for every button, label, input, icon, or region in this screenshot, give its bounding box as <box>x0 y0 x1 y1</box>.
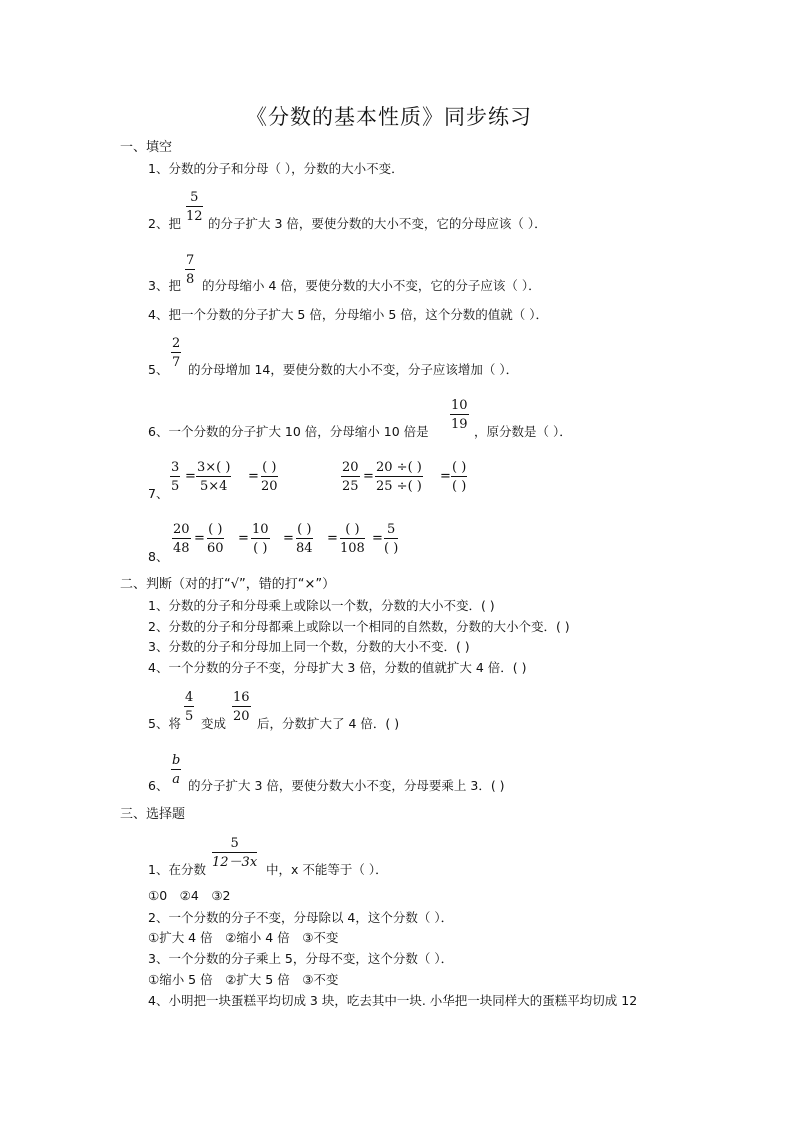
equals-sign: = <box>440 469 451 484</box>
fraction-numerator: ( ) <box>340 523 365 539</box>
choice-question-3: 3、一个分数的分子乘上 5，分母不变，这个分数（ ）． <box>148 951 454 966</box>
fraction-denominator: 12－3x <box>212 855 258 870</box>
page-title: 《分数的基本性质》同步练习 <box>246 105 532 129</box>
fraction-numerator: 5 <box>384 523 398 539</box>
fraction-numerator: ( ) <box>297 522 312 537</box>
fraction-numerator: 3 <box>171 460 180 475</box>
judge-question-5-text: 后，分数扩大了 4 倍．( ) <box>257 716 400 731</box>
judge-question-4: 4、一个分数的分子不变，分母扩大 3 倍，分数的值就扩大 4 倍．( ) <box>148 660 527 675</box>
fraction-denominator: 84 <box>296 541 313 556</box>
fraction-numerator: ( ) <box>262 460 277 475</box>
equation-fraction <box>341 461 360 493</box>
fraction-b-a <box>171 754 181 786</box>
fraction-numerator: b <box>172 753 181 768</box>
fraction-numerator: ( ) <box>452 460 467 475</box>
fraction-denominator: 5 <box>185 709 194 724</box>
fraction-5-12 <box>186 191 203 223</box>
equation-fraction <box>375 461 423 493</box>
fraction-numerator: 2 <box>172 336 181 351</box>
fraction-denominator: ( ) <box>384 541 399 556</box>
fraction-numerator: 3×( ) <box>197 460 231 475</box>
judge-question-5-mid: 变成 <box>201 716 227 731</box>
fraction-numerator: 20 <box>173 522 190 537</box>
choice-question-1-text: 中，x 不能等于（ ）． <box>266 862 388 877</box>
judge-question-6-prefix: 6、 <box>148 778 169 793</box>
section-heading-true-false: 二、判断（对的打“√”，错的打“×”） <box>120 577 336 592</box>
fraction-denominator: 60 <box>207 541 224 556</box>
judge-question-1: 1、分数的分子和分母乘上或除以一个数，分数的大小不变．( ) <box>148 598 495 613</box>
fill-question-6-text: ，原分数是（ ）． <box>474 424 572 439</box>
equation-fraction <box>251 523 270 555</box>
fraction-denominator: ( ) <box>452 479 467 494</box>
equation-fraction <box>451 461 467 493</box>
fraction-4-5 <box>184 691 194 723</box>
judge-question-5-prefix: 5、将 <box>148 716 181 731</box>
choice-question-1-prefix: 1、在分数 <box>148 862 206 877</box>
equation-fraction <box>384 523 398 555</box>
fraction-denominator: 20 <box>261 479 278 494</box>
equals-sign: = <box>185 469 196 484</box>
fraction-numerator: ( ) <box>208 522 223 537</box>
choice-question-2-options: ①扩大 4 倍 ②缩小 4 倍 ③不变 <box>148 930 339 945</box>
fill-question-7-label: 7、 <box>148 486 169 501</box>
fraction-denominator: 25 ÷( ) <box>376 479 422 494</box>
fraction-denominator: 5×4 <box>200 479 228 494</box>
fraction-numerator: 16 <box>233 690 250 705</box>
fill-question-2-text: 的分子扩大 3 倍，要使分数的大小不变，它的分母应该（ ）． <box>208 216 547 231</box>
equation-fraction <box>196 461 231 493</box>
fraction-denominator: 19 <box>451 417 468 432</box>
choice-question-3-options: ①缩小 5 倍 ②扩大 5 倍 ③不变 <box>148 972 339 987</box>
fill-question-4: 4、把一个分数的分子扩大 5 倍，分母缩小 5 倍，这个分数的值就（ ）． <box>148 307 548 322</box>
fraction-denominator: 12 <box>186 209 203 224</box>
equals-sign: = <box>238 531 249 546</box>
fraction-denominator: 8 <box>186 272 195 287</box>
equation-fraction <box>172 523 191 555</box>
fraction-denominator: 48 <box>173 541 190 556</box>
fraction-numerator: 5 <box>186 191 203 207</box>
choice-question-2: 2、一个分数的分子不变，分母除以 4，这个分数（ ）． <box>148 910 454 925</box>
choice-question-4: 4、小明把一块蛋糕平均切成 3 块，吃去其中一块. 小华把一块同样大的蛋糕平均切成 12 <box>148 993 638 1008</box>
fraction-numerator: 4 <box>185 690 194 705</box>
fraction-denominator: 20 <box>233 709 250 724</box>
judge-question-3: 3、分数的分子和分母加上同一个数，分数的大小不变．( ) <box>148 639 470 654</box>
equation-fraction <box>170 461 180 493</box>
choice-question-1-options: ①0 ②4 ③2 <box>148 888 231 903</box>
equation-fraction <box>207 523 224 555</box>
equals-sign: = <box>363 469 374 484</box>
fraction-5-over-12-minus-3x <box>212 837 257 869</box>
equation-fraction <box>261 461 278 493</box>
fill-question-5-prefix: 5、 <box>148 362 169 377</box>
fraction-denominator: 108 <box>340 541 365 556</box>
fill-question-2-prefix: 2、把 <box>148 216 181 231</box>
fill-question-1: 1、分数的分子和分母（ ），分数的大小不变． <box>148 161 404 176</box>
section-heading-fill-blank: 一、填空 <box>120 140 173 155</box>
judge-question-6-text: 的分子扩大 3 倍，要使分数大小不变，分母要乘上 3．( ) <box>188 778 505 793</box>
fill-question-3-prefix: 3、把 <box>148 278 181 293</box>
fraction-numerator: 10 <box>451 398 468 413</box>
fraction-numerator: 7 <box>186 253 195 268</box>
equation-fraction <box>296 523 313 555</box>
fraction-numerator: 20 <box>342 460 359 475</box>
equals-sign: = <box>248 469 259 484</box>
fraction-16-20 <box>232 691 251 723</box>
fill-question-5-text: 的分母增加 14，要使分数的大小不变，分子应该增加（ ）． <box>188 362 519 377</box>
fraction-numerator: 10 <box>252 522 269 537</box>
fraction-numerator: 5 <box>212 837 257 853</box>
equation-fraction <box>340 523 365 555</box>
fraction-denominator: 7 <box>172 355 181 370</box>
fraction-denominator: ( ) <box>253 541 268 556</box>
section-heading-multiple-choice: 三、选择题 <box>120 807 186 822</box>
equals-sign: = <box>194 531 205 546</box>
fraction-2-7 <box>171 337 181 369</box>
fraction-7-8 <box>185 254 195 286</box>
equals-sign: = <box>372 531 383 546</box>
fraction-denominator: 5 <box>171 479 180 494</box>
fill-question-6-prefix: 6、一个分数的分子扩大 10 倍，分母缩小 10 倍是 <box>148 424 429 439</box>
fraction-numerator: 20 ÷( ) <box>376 460 422 475</box>
fraction-denominator: a <box>172 772 181 787</box>
judge-question-2: 2、分数的分子和分母都乘上或除以一个相同的自然数，分数的大小个变．( ) <box>148 619 570 634</box>
equals-sign: = <box>283 531 294 546</box>
fraction-denominator: 25 <box>342 479 359 494</box>
equals-sign: = <box>327 531 338 546</box>
fill-question-3-text: 的分母缩小 4 倍，要使分数的大小不变，它的分子应该（ ）． <box>202 278 541 293</box>
fraction-10-19 <box>450 399 469 431</box>
fill-question-8-label: 8、 <box>148 549 169 564</box>
